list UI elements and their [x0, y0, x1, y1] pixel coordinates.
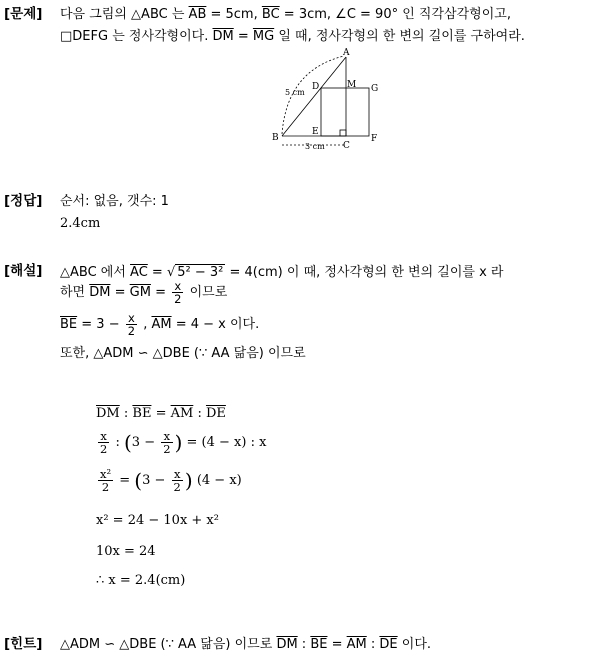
point-e-label: E	[312, 127, 319, 137]
point-c-label: C	[343, 141, 350, 151]
equation-substitution: $\frac{x}{2}$ : (3 − $\frac{x}{2}$ ) = (4 − x) : x	[100, 429, 267, 457]
problem-line-2: □DEFG 는 정사각형이다. $\overline{DM} = \overline{MG}$ 일 때, 정사각형의 한 변의 길이를 구하여라.	[60, 29, 525, 44]
answer-value: 2.4cm	[60, 216, 101, 231]
equation-simplified: 10x = 24	[96, 544, 156, 559]
hint-text: △ADM ∽ △DBE (∵ AA 닮음) 이므로 $\overline{DM}$ : $\overline{BE} = \overline{AM}$ : $\overline{DE}$ 이다.	[60, 637, 432, 652]
point-g-label: G	[371, 84, 379, 94]
right-angle-mark	[340, 130, 346, 136]
point-a-label: A	[343, 48, 350, 58]
answer-order: 순서: 없음, 갯수: 1	[60, 194, 169, 209]
problem-line-1: 다음 그림의 △ABC 는 $\overline{AB} = 5cm$, $\overline{BC} = 3cm$, ∠C = 90° 인 직각삼각형이고,	[60, 7, 511, 22]
problem-label: [문제]	[4, 6, 43, 22]
point-d-label: D	[312, 82, 320, 92]
solution-label: [해설]	[4, 263, 43, 279]
hint-label: [힌트]	[4, 636, 43, 652]
solution-line-3: $\overline{BE} = 3$ − $\frac{x}{2}$ , $\overline{AM} = 4 - x$ 이다.	[60, 311, 260, 339]
equation-ratio: $\overline{DM}$ : $\overline{BE} = \overline{AM}$ : $\overline{DE}$	[96, 406, 226, 421]
equation-product: $\frac{\text{x²}}{2}$ = (3 − $\frac{x}{2}$ ) (4 − x)	[100, 467, 242, 495]
answer-label: [정답]	[4, 193, 43, 209]
length-bc-label: 3 cm	[305, 142, 325, 151]
equation-expanded: x² = 24 − 10x + x²	[96, 513, 219, 528]
point-b-label: B	[272, 133, 279, 143]
point-f-label: F	[371, 134, 378, 144]
triangle-square-figure	[265, 48, 385, 153]
point-m-label: M	[347, 80, 357, 90]
square-defg	[321, 88, 369, 136]
solution-line-1: △ABC 에서 $\overline{AC}$ = √ 5² − 3² = 4(cm) 이 때, 정사각형의 한 변의 길이를 x 라	[60, 265, 504, 280]
equation-result: ∴ x = 2.4(cm)	[96, 573, 186, 588]
solution-line-4: 또한, △ADM ∽ △DBE (∵ AA 닮음) 이므로	[60, 346, 306, 361]
length-ab-label: 5 cm	[285, 88, 305, 97]
solution-line-2: 하면 $\overline{DM} = \overline{GM}$ = $\frac{x}{2}$ 이므로	[60, 279, 228, 307]
